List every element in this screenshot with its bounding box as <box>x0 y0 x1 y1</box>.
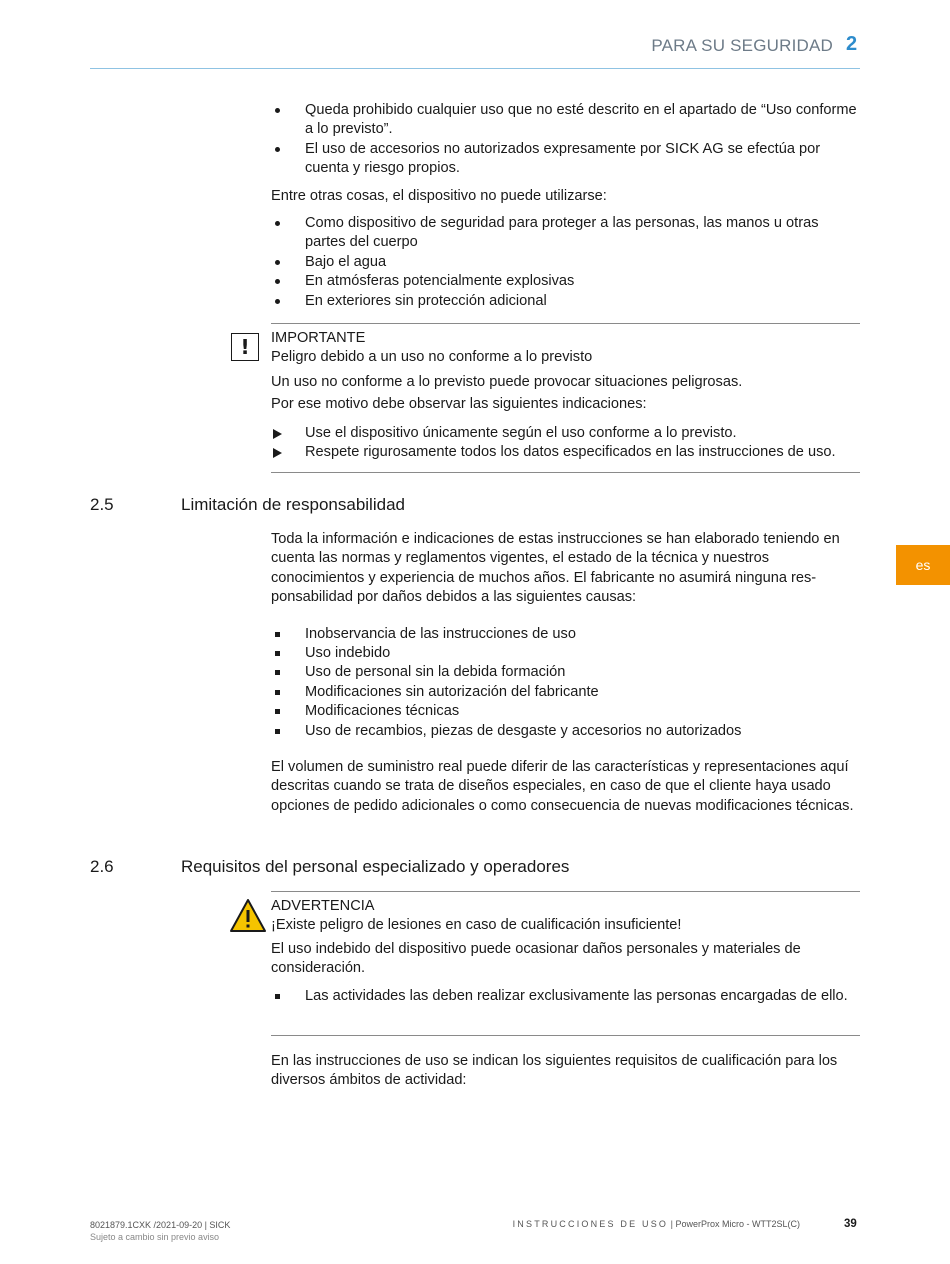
list-item: Modificaciones técnicas <box>271 702 863 721</box>
warning-triangle-icon <box>229 898 267 934</box>
section-number: 2.6 <box>90 857 114 876</box>
list-item: Las actividades las deben realizar exclusivamente las personas encargadas de ello. <box>271 987 863 1006</box>
list-item: Uso de personal sin la debida formación <box>271 663 863 682</box>
footer-doc-info <box>90 1219 230 1243</box>
page-number: 39 <box>844 1218 857 1230</box>
language-tab: es <box>896 545 950 585</box>
important-steps <box>271 424 863 463</box>
section-2-5-body <box>271 530 863 816</box>
list-item: Use el dispositivo únicamente según el uso conforme a lo previsto. <box>271 424 863 443</box>
important-label: IMPORTANTE <box>271 330 366 346</box>
list-item: En atmósferas potencialmente explosivas <box>271 272 863 291</box>
warning-bottom-rule <box>271 1035 860 1036</box>
important-notice <box>271 329 863 462</box>
list-item: En exteriores sin protección adicional <box>271 292 863 311</box>
warning-top-rule <box>271 891 860 892</box>
list-item: Respete rigurosamente todos los datos especificados en las instrucciones de uso. <box>271 443 863 462</box>
section-paragraph: El volumen de suministro real puede diferir de las características y representaciones aquí descritas cuando se trata de diseños especiales, en caso de que el cliente haya usado opciones de pedido adicionales o como consecuencia de nuevas modificaciones técnicas. <box>271 759 854 814</box>
important-text: Un uso no conforme a lo previsto puede provocar situaciones peligrosas. <box>271 373 743 390</box>
footer-notice: Sujeto a cambio sin previo aviso <box>90 1232 220 1242</box>
intro-paragraph: Entre otras cosas, el dispositivo no puede utilizarse: <box>271 187 607 204</box>
important-exclamation-icon: ! <box>231 333 259 361</box>
restriction-bullet-list <box>271 214 863 311</box>
notice-bottom-rule <box>271 472 860 473</box>
notice-top-rule <box>271 323 860 324</box>
list-item: Como dispositivo de seguridad para proteger a las personas, las manos u otras partes del cuerpo <box>271 214 863 253</box>
intro-bullet-list <box>271 101 863 179</box>
list-item: Inobservancia de las instrucciones de uso <box>271 625 863 644</box>
list-item: Uso indebido <box>271 644 863 663</box>
list-item: Queda prohibido cualquier uso que no esté descrito en el apartado de “Uso conforme a lo previsto”. <box>271 101 863 140</box>
warning-items <box>271 987 863 1006</box>
header-divider <box>90 68 860 69</box>
warning-label: ADVERTENCIA <box>271 898 375 914</box>
section-number: 2.5 <box>90 495 114 514</box>
section-heading: Requisitos del personal especializado y operadores <box>181 857 570 876</box>
causes-list <box>271 625 863 741</box>
warning-subtitle: ¡Existe peligro de lesiones en caso de cualificación insuficiente! <box>271 917 682 934</box>
list-item: El uso de accesorios no autorizados expresamente por SICK AG se efectúa por cuenta y riesgo propios. <box>271 140 863 179</box>
running-header-title: PARA SU SEGURIDAD <box>651 36 833 55</box>
footer-manual-info <box>513 1219 800 1229</box>
section-paragraph: En las instrucciones de uso se indican los siguientes requisitos de cualificación para los diversos ámbitos de actividad: <box>271 1053 838 1089</box>
footer-doc-id: 8021879.1CXK /2021-09-20 | SICK <box>90 1220 231 1230</box>
important-text: Por ese motivo debe observar las siguientes indicaciones: <box>271 396 647 413</box>
intro-block <box>271 101 863 311</box>
warning-text: El uso indebido del dispositivo puede ocasionar daños personales y materiales de consideración. <box>271 940 801 977</box>
section-heading: Limitación de responsabilidad <box>181 495 405 514</box>
section-paragraph: Toda la información e indicaciones de estas instrucciones se han elaborado teniendo en cuenta las normas y reglamentos vigentes, el estado de la técnica y nuestros conocimientos y experiencia de muchos años. El fabricante no asumirá ninguna res-ponsabilidad por daños debidos a las siguientes causas: <box>271 531 840 606</box>
list-item: Bajo el agua <box>271 253 863 272</box>
chapter-number: 2 <box>846 33 858 55</box>
warning-notice <box>271 897 863 1006</box>
footer-manual-label: INSTRUCCIONES DE USO <box>512 1219 669 1229</box>
important-subtitle: Peligro debido a un uso no conforme a lo previsto <box>271 349 593 366</box>
list-item: Uso de recambios, piezas de desgaste y accesorios no autorizados <box>271 722 863 741</box>
footer-product: | PowerProx Micro - WTT2SL(C) <box>670 1219 800 1229</box>
section-2-6-body <box>271 1052 863 1091</box>
list-item: Modificaciones sin autorización del fabricante <box>271 683 863 702</box>
